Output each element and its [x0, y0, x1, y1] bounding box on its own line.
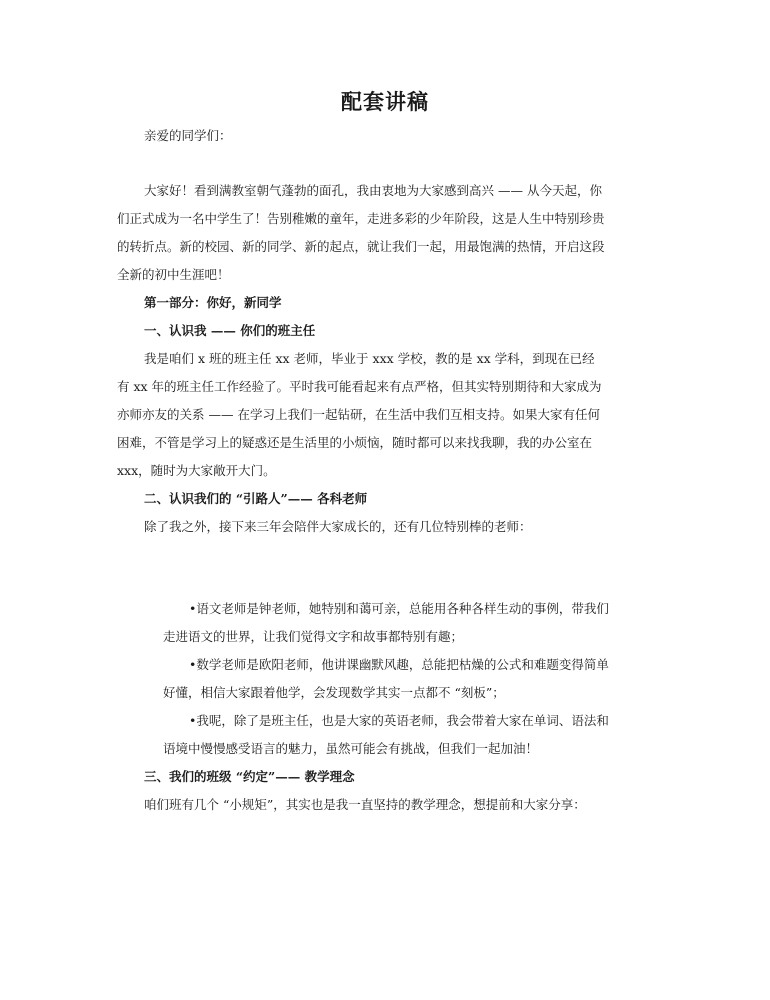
- section3-intro: 咱们班有几个 “小规矩”，其实也是我一直坚持的教学理念，想提前和大家分享：: [144, 797, 586, 812]
- bullet-math-line-1: •数学老师是欧阳老师，他讲课幽默风趣，总能把枯燥的公式和难题变得简单: [189, 657, 609, 672]
- section1-line-3: 亦师亦友的关系 —— 在学习上我们一起钻研，在生活中我们互相支持。如果大家有任何: [117, 407, 600, 422]
- intro-line-2: 们正式成为一名中学生了！告别稚嫩的童年，走进多彩的少年阶段，这是人生中特别珍贵: [117, 211, 605, 226]
- section1-heading: 一、认识我 —— 你们的班主任: [144, 323, 316, 338]
- greeting: 亲爱的同学们：: [144, 128, 232, 143]
- intro-line-1: 大家好！看到满教室朝气蓬勃的面孔，我由衷地为大家感到高兴 —— 从今天起，你: [144, 183, 602, 198]
- bullet-chinese-line-1: •语文老师是钟老师，她特别和蔼可亲，总能用各种各样生动的事例，带我们: [189, 601, 609, 616]
- page-title: 配套讲稿: [341, 89, 429, 114]
- bullet-english-line-1: •我呢，除了是班主任，也是大家的英语老师，我会带着大家在单词、语法和: [189, 713, 609, 728]
- part1-heading: 第一部分：你好，新同学: [144, 295, 282, 310]
- section3-heading: 三、我们的班级 “约定”—— 教学理念: [144, 769, 355, 784]
- section1-line-2: 有 xx 年的班主任工作经验了。平时我可能看起来有点严格，但其实特别期待和大家成为: [117, 379, 602, 394]
- intro-line-4: 全新的初中生涯吧！: [117, 267, 230, 282]
- bullet-chinese-line-2: 走进语文的世界，让我们觉得文字和故事都特别有趣；: [163, 629, 464, 644]
- section1-line-1: 我是咱们 x 班的班主任 xx 老师，毕业于 xxx 学校，教的是 xx 学科，到现在已经: [144, 351, 595, 366]
- bullet-english-line-2: 语境中慢慢感受语言的魅力，虽然可能会有挑战，但我们一起加油！: [163, 741, 539, 756]
- section1-line-5: xxx，随时为大家敞开大门。: [117, 463, 276, 478]
- bullet-math-line-2: 好懂，相信大家跟着他学，会发现数学其实一点都不 “刻板”；: [163, 685, 505, 700]
- intro-line-3: 的转折点。新的校园、新的同学、新的起点，就让我们一起，用最饱满的热情，开启这段: [117, 239, 605, 254]
- section2-intro: 除了我之外，接下来三年会陪伴大家成长的，还有几位特别棒的老师：: [144, 519, 532, 534]
- section1-line-4: 困难，不管是学习上的疑惑还是生活里的小烦恼，随时都可以来找我聊，我的办公室在: [117, 435, 593, 450]
- section2-heading: 二、认识我们的 “引路人”—— 各科老师: [144, 491, 368, 506]
